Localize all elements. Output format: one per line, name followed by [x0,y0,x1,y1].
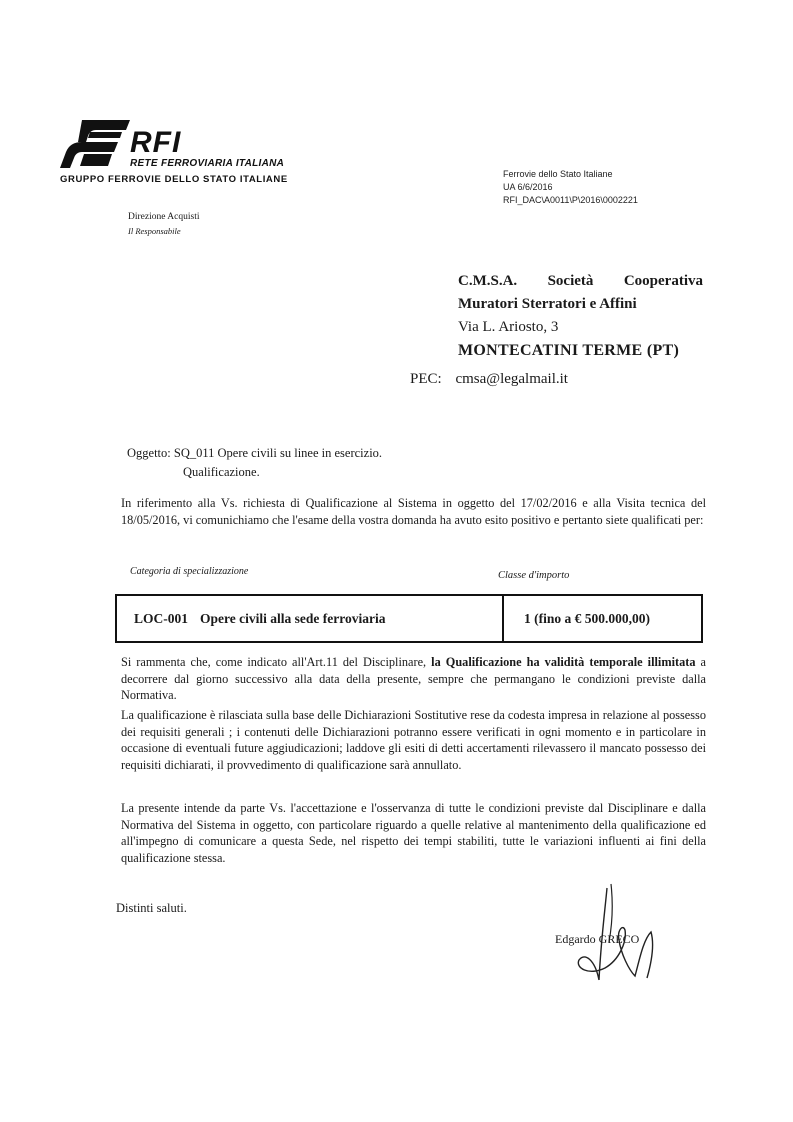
closing-greeting: Distinti saluti. [116,901,187,915]
sender-department [128,210,200,238]
subject-text: SQ_011 Opere civili su linee in esercizio. [173,446,383,460]
recipient-line-1 [458,270,703,293]
recipient-line-3: Via L. Ariosto, 3 [458,319,559,335]
para2-bold: la Qualificazione ha validità temporale illimitata [431,655,696,669]
logo-brand: RFI [130,126,182,159]
recipient-line-2: Muratori Sterratori e Affini [458,296,637,312]
category-code: LOC-001 [134,610,188,626]
subject-line [127,444,382,463]
body-paragraph-2 [121,654,706,704]
body-paragraph-3: La qualificazione è rilasciata sulla base delle Dichiarazioni Sostitutive rese da codesta impresa in relazione al possesso dei requisiti generali ; i contenuti delle Dichiarazioni potranno essere verificati in ogni momento e in particolare in occasione di eventuali future aggiudicazioni; laddove gli esiti di detti accertamenti rilevassero il mancato possesso dei requisiti dichiarati, il provvedimento di qualificazione sarà annullato. [121,708,706,772]
category-cell [117,596,504,641]
subject-label: Oggetto: [127,446,171,460]
logo-subtitle: RETE FERROVIARIA ITALIANA [130,158,285,169]
body-paragraph-4: La presente intende da parte Vs. l'accettazione e l'osservanza di tutte le condizioni previste dal Disciplinare e dalla Normativa del Sistema in oggetto, con particolare riguardo a quelle relative al mantenimento della qualificazione ed all'impegno di comunicare a questa Sede, nel rispetto dei tempi stabiliti, tutte le variazioni influenti ai fini della qualificazione stessa. [121,801,706,865]
class-header: Classe d'importo [498,570,570,581]
recipient-line-4: MONTECATINI TERME (PT) [458,342,680,359]
reference-line: Ferrovie dello Stato Italiane [503,169,613,179]
department-role: Il Responsabile [128,226,181,236]
subject-line-2: Qualificazione. [183,465,260,479]
rfi-logo-mark-icon [60,118,130,170]
reference-line: UA 6/6/2016 [503,182,553,192]
recipient-word: Società [547,273,594,289]
category-header: Categoria di specializzazione [130,566,249,577]
reference-line: RFI_DAC\A0011\P\2016\0002221 [503,195,638,205]
category-description: Opere civili alla sede ferroviaria [200,610,386,626]
recipient-address [458,270,703,362]
recipient-word: Cooperativa [623,273,703,289]
class-cell: 1 (fino a € 500.000,00) [524,610,650,626]
qualification-table [115,594,703,643]
pec-label: PEC: [410,371,442,387]
logo-group: GRUPPO FERROVIE DELLO STATO ITALIANE [60,174,288,185]
recipient-word: C.M.S.A. [458,273,518,289]
signer-name: Edgardo GRECO [555,932,640,946]
body-paragraph-1: In riferimento alla Vs. richiesta di Qualificazione al Sistema in oggetto del 17/02/2016 e alla Visita tecnica del 18/05/2016, vi comunichiamo che l'esame della vostra domanda ha avuto esito positivo e pertanto siete qualificati per: [121,496,706,527]
para2-text: Si rammenta che, come indicato all'Art.11 del Disciplinare, [121,655,432,669]
department-name: Direzione Acquisti [128,212,200,222]
pec-address [410,371,568,388]
para2-text: a decorrere dal giorno successivo alla data della presente, sempre che permangano le condizioni previste dalla Normativa. [121,655,706,702]
rfi-logo [60,118,322,188]
pec-value: cmsa@legalmail.it [455,371,568,387]
protocol-reference [503,168,638,207]
subject-block [127,444,382,482]
